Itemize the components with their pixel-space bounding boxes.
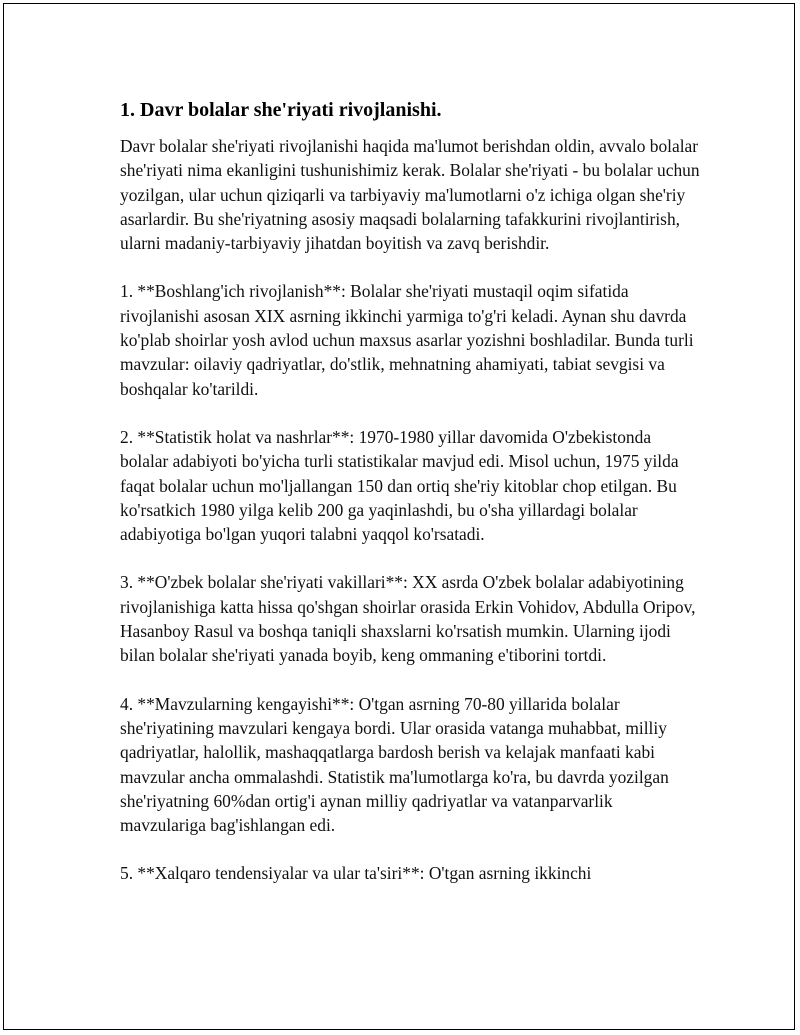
- page-frame: [3, 3, 795, 1030]
- section-heading: 1. Davr bolalar she'riyati rivojlanishi.: [120, 99, 442, 121]
- paragraph-xalqaro-tendensiyalar: 5. **Xalqaro tendensiyalar va ular ta'siri**: O'tgan asrning ikkinchi: [120, 863, 592, 884]
- intro-paragraph: Davr bolalar she'riyati rivojlanishi haqida ma'lumot berishdan oldin, avvalo bolalar she'riyati nima ekanligini tushunishimiz kerak. Bolalar she'riyati - bu bolalar uchun yozilgan, ular uchun qiziqarli va tarbiyaviy ma'lumotlarni o'z ichiga olgan she'riy asarlardir. Bu she'riyatning asosiy maqsadi bolalarning tafakkurini rivojlantirish, ularni madaniy-tarbiyaviy jihatdan boyitish va zavq berishdir.: [120, 136, 700, 254]
- paragraph-statistik-holat: 2. **Statistik holat va nashrlar**: 1970-1980 yillar davomida O'zbekistonda bolalar adabiyoti bo'yicha turli statistikalar mavjud edi. Misol uchun, 1975 yilda faqat bolalar uchun mo'ljallangan 150 dan ortiq she'riy kitoblar chop etilgan. Bu ko'rsatkich 1980 yilga kelib 200 ga yaqinlashdi, bu o'sha yillardagi bolalar adabiyotiga bo'lgan yuqori talabni yaqqol ko'rsatadi.: [120, 426, 679, 545]
- paragraph-vakillar: 3. **O'zbek bolalar she'riyati vakillari**: XX asrda O'zbek bolalar adabiyotining rivojlanishiga katta hissa qo'shgan shoirlar orasida Erkin Vohidov, Abdulla Oripov, Hasanboy Rasul va boshqa taniqli shaxslarni ko'rsatish mumkin. Ularning ijodi bilan bolalar she'riyati yanada boyib, keng ommaning e'tiborini tortdi.: [120, 572, 696, 666]
- paragraph-mavzularning-kengayishi: 4. **Mavzularning kengayishi**: O'tgan asrning 70-80 yillarida bolalar she'riyatining mavzulari kengaya bordi. Ular orasida vatanga muhabbat, milliy qadriyatlar, halollik, mashaqqatlarga bardosh berish va kelajak manfaati kabi mavzular ancha ommalashdi. Statistik ma'lumotlarga ko'ra, bu davrda yozilgan she'riyatning 60%dan ortig'i aynan milliy qadriyatlar va vatanparvarlik mavzulariga bag'ishlangan edi.: [120, 693, 669, 836]
- document-body: [120, 96, 700, 910]
- paragraph-boshlangich-rivojlanish: 1. **Boshlang'ich rivojlanish**: Bolalar she'riyati mustaqil oqim sifatida rivojlanishi asosan XIX asrning ikkinchi yarmiga to'g'ri keladi. Aynan shu davrda ko'plab shoirlar yosh avlod uchun maxsus asarlar yozishni boshladilar. Bunda turli mavzular: oilaviy qadriyatlar, do'stlik, mehnatning ahamiyati, tabiat sevgisi va boshqalar ko'tarildi.: [120, 281, 694, 399]
